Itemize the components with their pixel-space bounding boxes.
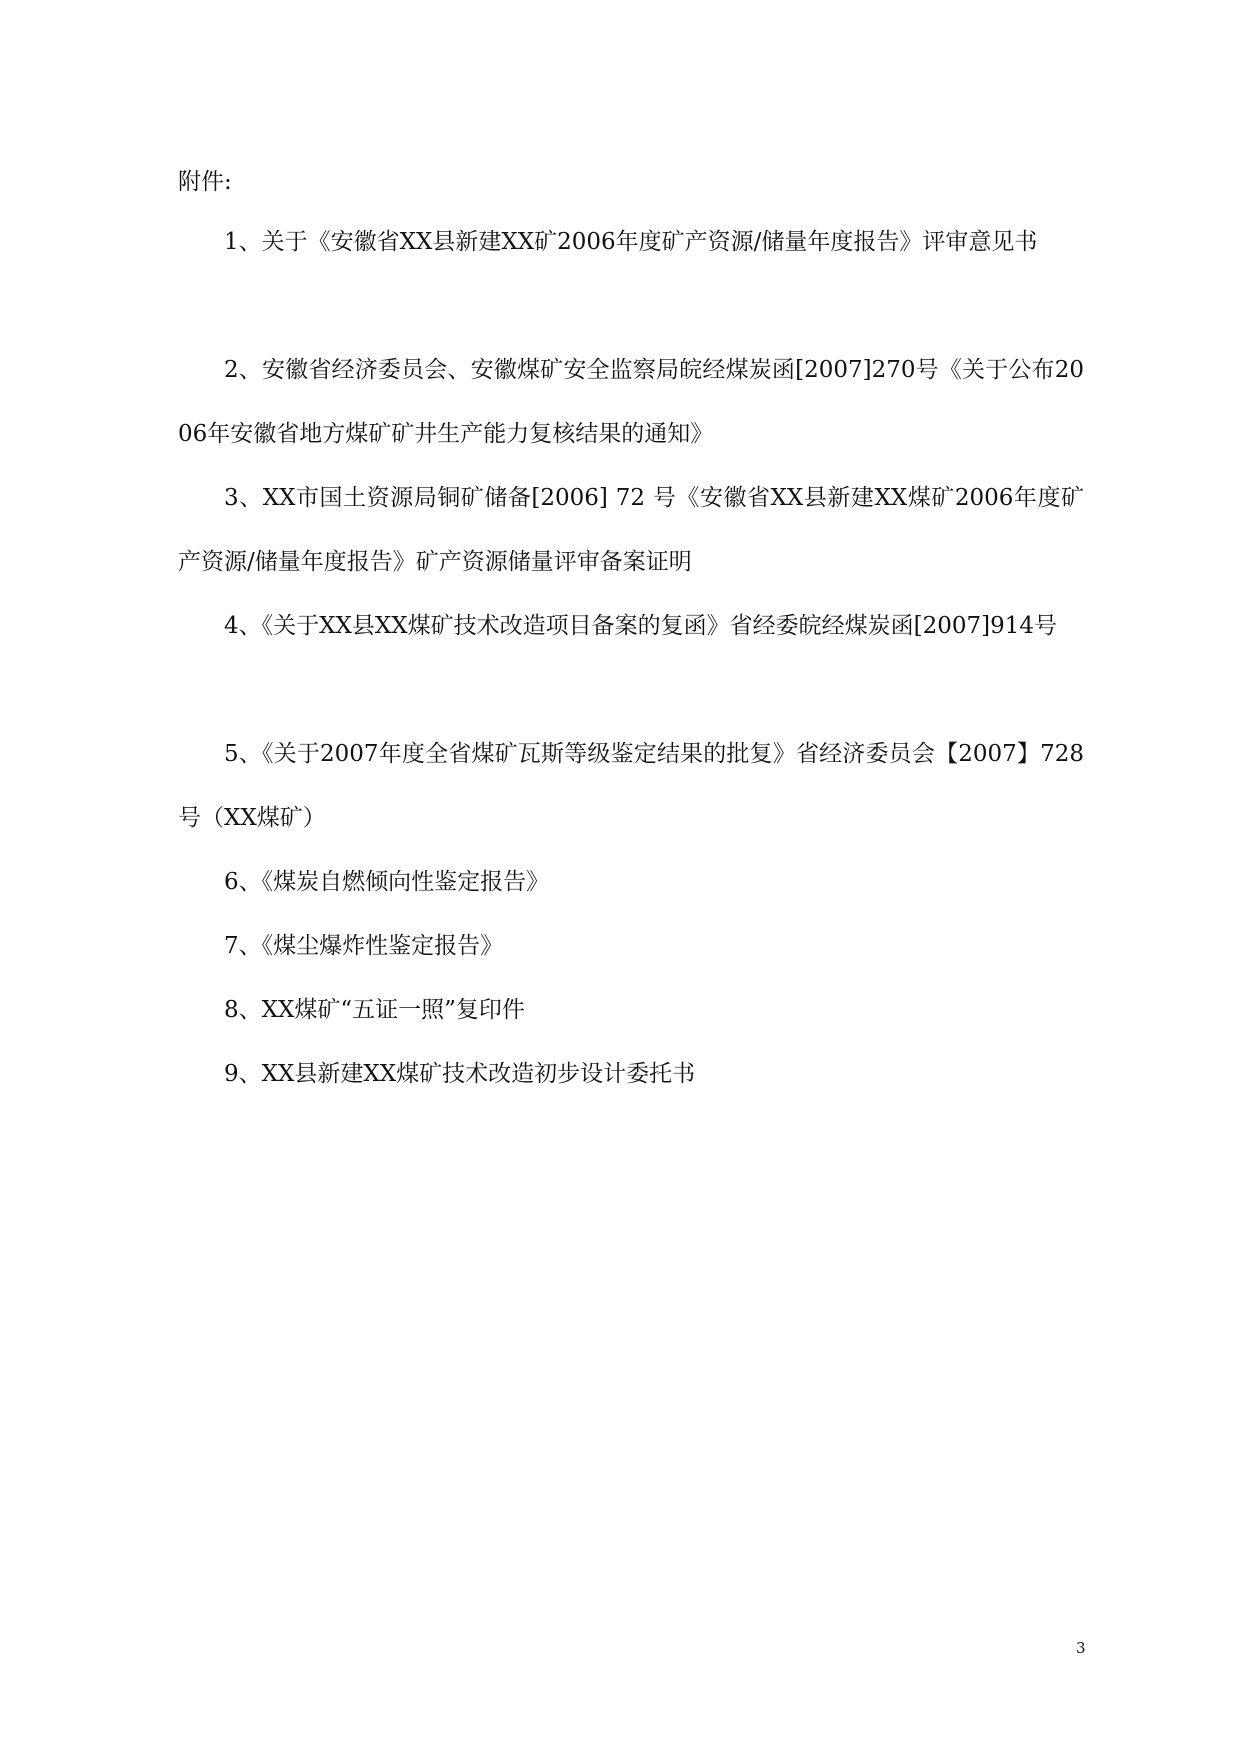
attachments-heading: 附件:	[178, 169, 232, 195]
attachment-item-8: 8、XX煤矿“五证一照”复印件	[224, 997, 525, 1023]
page-number: 3	[1076, 1639, 1086, 1657]
attachment-item-2: 2、安徽省经济委员会、安徽煤矿安全监察局皖经煤炭函[2007]270号《关于公布2006年安徽省地方煤矿矿井生产能力复核结果的通知》	[178, 357, 1084, 447]
attachment-item-3: 3、XX市国土资源局铜矿储备[2006] 72 号《安徽省XX县新建XX煤矿2006年度矿产资源/储量年度报告》矿产资源储量评审备案证明	[178, 485, 1084, 575]
attachment-item-4: 4、《关于XX县XX煤矿技术改造项目备案的复函》省经委皖经煤炭函[2007]914号	[224, 613, 1058, 639]
attachment-item-5: 5、《关于2007年度全省煤矿瓦斯等级鉴定结果的批复》省经济委员会【2007】728号（XX煤矿）	[178, 741, 1084, 831]
attachment-item-6: 6、《煤炭自燃倾向性鉴定报告》	[224, 869, 550, 895]
attachment-item-1: 1、关于《安徽省XX县新建XX矿2006年度矿产资源/储量年度报告》评审意见书	[224, 229, 1038, 255]
attachment-item-9: 9、XX县新建XX煤矿技术改造初步设计委托书	[224, 1061, 696, 1087]
attachment-item-7: 7、《煤尘爆炸性鉴定报告》	[224, 933, 504, 959]
